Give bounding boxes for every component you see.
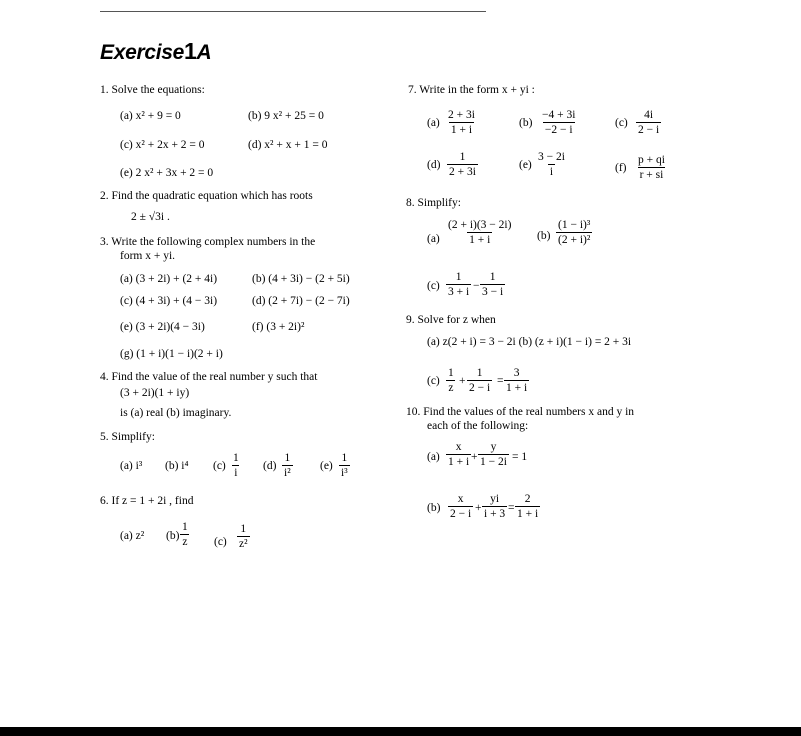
- q9-c-fraction-1: 1 z: [448, 367, 454, 394]
- q2-heading: 2. Find the quadratic equation which has roots: [100, 190, 313, 202]
- q10-b-fraction-1: x 2 − i: [450, 493, 472, 520]
- q5-c-label: (c): [213, 460, 226, 472]
- q8-c-label: (c): [427, 280, 440, 292]
- q5-heading: 5. Simplify:: [100, 431, 155, 443]
- q6-heading: 6. If z = 1 + 2i , find: [100, 495, 194, 507]
- q1-b: (b) 9 x² + 25 = 0: [248, 110, 324, 122]
- q6-a: (a) z²: [120, 530, 145, 542]
- q8-c-fraction-1: 1 3 + i: [448, 271, 470, 298]
- q10-b-fraction-2: yi i + 3: [484, 493, 506, 520]
- q6-b-label: (b): [166, 530, 180, 542]
- q1-a: (a) x² + 9 = 0: [120, 110, 181, 122]
- q3-g: (g) (1 + i)(1 − i)(2 + i): [120, 348, 223, 360]
- q6-b-fraction: 1 z: [182, 521, 188, 548]
- q10-b-label: (b): [427, 502, 441, 514]
- q4-heading: 4. Find the value of the real number y such that: [100, 371, 318, 383]
- q5-b: (b) i⁴: [165, 460, 189, 472]
- q8-b-fraction: (1 − i)³ (2 + i)²: [558, 219, 591, 246]
- q7-b-label: (b): [519, 117, 533, 129]
- q3-heading-1: 3. Write the following complex numbers in the: [100, 236, 316, 248]
- q7-d-label: (d): [427, 159, 441, 171]
- q8-c-fraction-2: 1 3 − i: [482, 271, 504, 298]
- q7-d-fraction: 1 2 + 3i: [449, 151, 476, 178]
- q9-c-plus: +: [459, 375, 466, 387]
- q8-a-label: (a): [427, 233, 440, 245]
- q9-heading: 9. Solve for z when: [406, 314, 496, 326]
- q1-e: (e) 2 x² + 3x + 2 = 0: [120, 167, 214, 179]
- q7-a-fraction: 2 + 3i 1 + i: [448, 109, 475, 136]
- top-rule: [100, 11, 486, 12]
- q3-c: (c) (4 + 3i) + (4 − 3i): [120, 295, 218, 307]
- q6-c-fraction: 1 z²: [239, 523, 248, 550]
- q5-e-fraction: 1 i³: [341, 452, 348, 479]
- q10-heading-2: each of the following:: [427, 420, 529, 432]
- q7-e-fraction: 3 − 2i i: [538, 151, 565, 178]
- q7-c-fraction: 4i 2 − i: [638, 109, 660, 136]
- q2-roots: 2 ± √3i .: [131, 211, 170, 223]
- q10-b-equals: =: [508, 502, 515, 514]
- q7-b-fraction: −4 + 3i −2 − i: [542, 109, 576, 136]
- q10-a-rhs: = 1: [512, 451, 528, 463]
- q9-c-fraction-2: 1 2 − i: [469, 367, 491, 394]
- q3-d: (d) (2 + 7i) − (2 − 7i): [252, 295, 350, 307]
- q9-c-fraction-3: 3 1 + i: [506, 367, 528, 394]
- bottom-bar: [0, 727, 801, 736]
- q9-c-label: (c): [427, 375, 440, 387]
- q1-heading: 1. Solve the equations:: [100, 84, 205, 96]
- q4-expr: (3 + 2i)(1 + iy): [120, 387, 190, 399]
- q5-e-label: (e): [320, 460, 333, 472]
- page-title: Exercise1A: [100, 38, 212, 64]
- q3-heading-2: form x + yi.: [120, 250, 176, 262]
- q10-heading-1: 10. Find the values of the real numbers x and y in: [406, 406, 635, 418]
- q10-a-fraction-1: x 1 + i: [448, 441, 470, 468]
- q8-heading: 8. Simplify:: [406, 197, 461, 209]
- q7-e-label: (e): [519, 159, 532, 171]
- q10-a-fraction-2: y 1 − 2i: [480, 441, 507, 468]
- q8-c-minus: −: [473, 280, 480, 292]
- q7-f-label: (f): [615, 162, 627, 174]
- q3-e: (e) (3 + 2i)(4 − 3i): [120, 321, 205, 333]
- q7-f-fraction: p + qi r + si: [638, 154, 665, 181]
- q5-a: (a) i³: [120, 460, 143, 472]
- q9-ab: (a) z(2 + i) = 3 − 2i (b) (z + i)(1 − i) = 2 + 3i: [427, 336, 632, 348]
- q3-a: (a) (3 + 2i) + (2 + 4i): [120, 273, 218, 285]
- q7-heading: 7. Write in the form x + yi :: [408, 84, 535, 96]
- q8-a-fraction: (2 + i)(3 − 2i) 1 + i: [448, 219, 512, 246]
- q7-a-label: (a): [427, 117, 440, 129]
- q5-c-fraction: 1 i: [233, 452, 239, 479]
- q3-b: (b) (4 + 3i) − (2 + 5i): [252, 273, 350, 285]
- q6-c-label: (c): [214, 536, 227, 548]
- q10-b-plus: +: [475, 502, 482, 514]
- q8-b-label: (b): [537, 230, 551, 242]
- q9-c-equals: =: [497, 375, 504, 387]
- q5-d-fraction: 1 i²: [284, 452, 291, 479]
- q10-a-plus: +: [471, 451, 478, 463]
- q7-c-label: (c): [615, 117, 628, 129]
- q1-c: (c) x² + 2x + 2 = 0: [120, 139, 205, 151]
- q1-d: (d) x² + x + 1 = 0: [248, 139, 328, 151]
- q10-b-fraction-3: 2 1 + i: [517, 493, 539, 520]
- q3-f: (f) (3 + 2i)²: [252, 321, 305, 333]
- q5-d-label: (d): [263, 460, 277, 472]
- q4-tail: is (a) real (b) imaginary.: [120, 407, 232, 419]
- q10-a-label: (a): [427, 451, 440, 463]
